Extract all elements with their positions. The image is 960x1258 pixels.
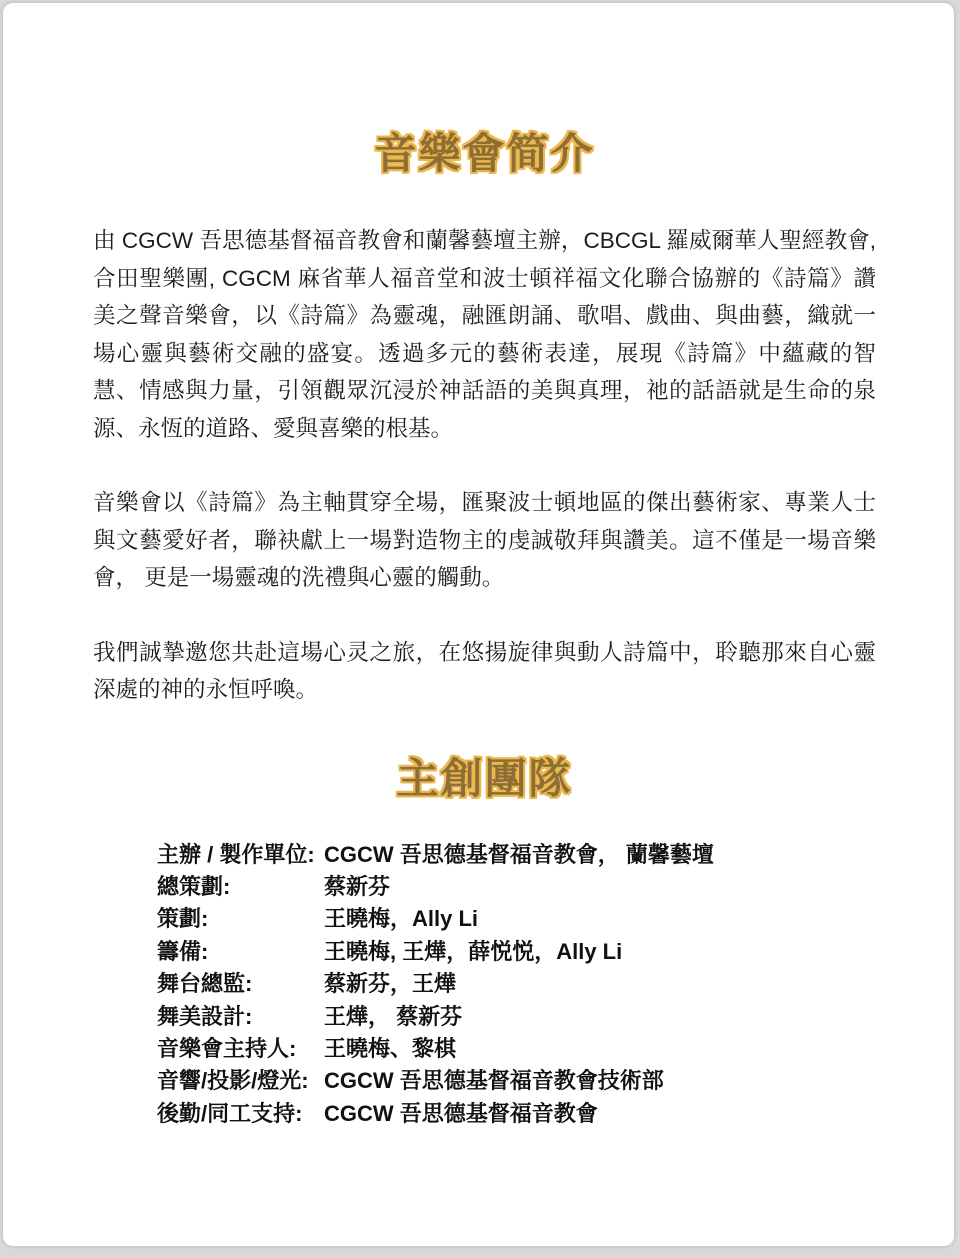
credit-value: 王燁， 蔡新芬 [324,1003,463,1029]
page-content [3,3,954,1130]
credit-label: 舞台總監: [157,971,253,997]
credit-value: 王曉梅, 王燁，薛悦悦，Ally Li [324,938,623,964]
credit-value: CGCW 吾思德基督福音教會技術部 [324,1068,664,1094]
credit-value: 王曉梅，Ally Li [324,906,479,932]
credit-label: 舞美設計: [157,1003,253,1029]
credit-label: 主辦 / 製作單位: [157,841,315,867]
credit-value: CGCW 吾思德基督福音教會 [324,1100,598,1126]
team-section-title: 主創團隊 [396,754,573,802]
credit-label: 策劃: [157,906,209,932]
credit-label: 音樂會主持人: [157,1035,297,1061]
credit-label: 音響/投影/燈光: [157,1068,309,1094]
credit-value: CGCW 吾思德基督福音教會， 蘭馨藝壇 [324,841,714,867]
intro-section-title: 音樂會简介 [374,130,595,177]
credit-label: 後勤/同工支持: [157,1100,303,1126]
credit-label: 籌備: [157,938,209,964]
credit-value: 王曉梅、黎棋 [324,1035,457,1061]
credit-value: 蔡新芬 [324,873,391,899]
intro-paragraph-2: 音樂會以《詩篇》為主軸貫穿全場，匯聚波士頓地區的傑出藝術家、專業人士與文藝愛好者，聯袂獻上一場對造物主的虔誠敬拜與讚美。這不僅是一場音樂會， 更是一場靈魂的洗禮與心靈的觸動。 [93,490,876,590]
credits-list [157,839,876,1131]
credit-label: 總策劃: [157,873,231,899]
credit-value: 蔡新芬，王燁 [324,971,457,997]
document-page [3,3,954,1246]
intro-paragraph-3: 我們誠摯邀您共赴這場心灵之旅，在悠揚旋律與動人詩篇中，聆聽那來自心靈深處的神的永恒呼喚。 [93,639,876,702]
intro-paragraph-1: 由 CGCW 吾思德基督福音教會和蘭馨藝壇主辦，CBCGL 羅威爾華人聖經教會, 合田聖樂團, CGCM 麻省華人福音堂和波士頓祥福文化聯合協辦的《詩篇》讚美之聲音樂會，以《詩篇》為靈魂，融匯朗誦、歌唱、戲曲、與曲藝，織就一場心靈與藝術交融的盛宴。透過多元的藝術表達，展現《詩篇》中蘊藏的智慧、情感與力量，引領觀眾沉浸於神話語的美與真理，祂的話語就是生命的泉源、永恆的道路、愛與喜樂的根基。 [93,228,876,441]
